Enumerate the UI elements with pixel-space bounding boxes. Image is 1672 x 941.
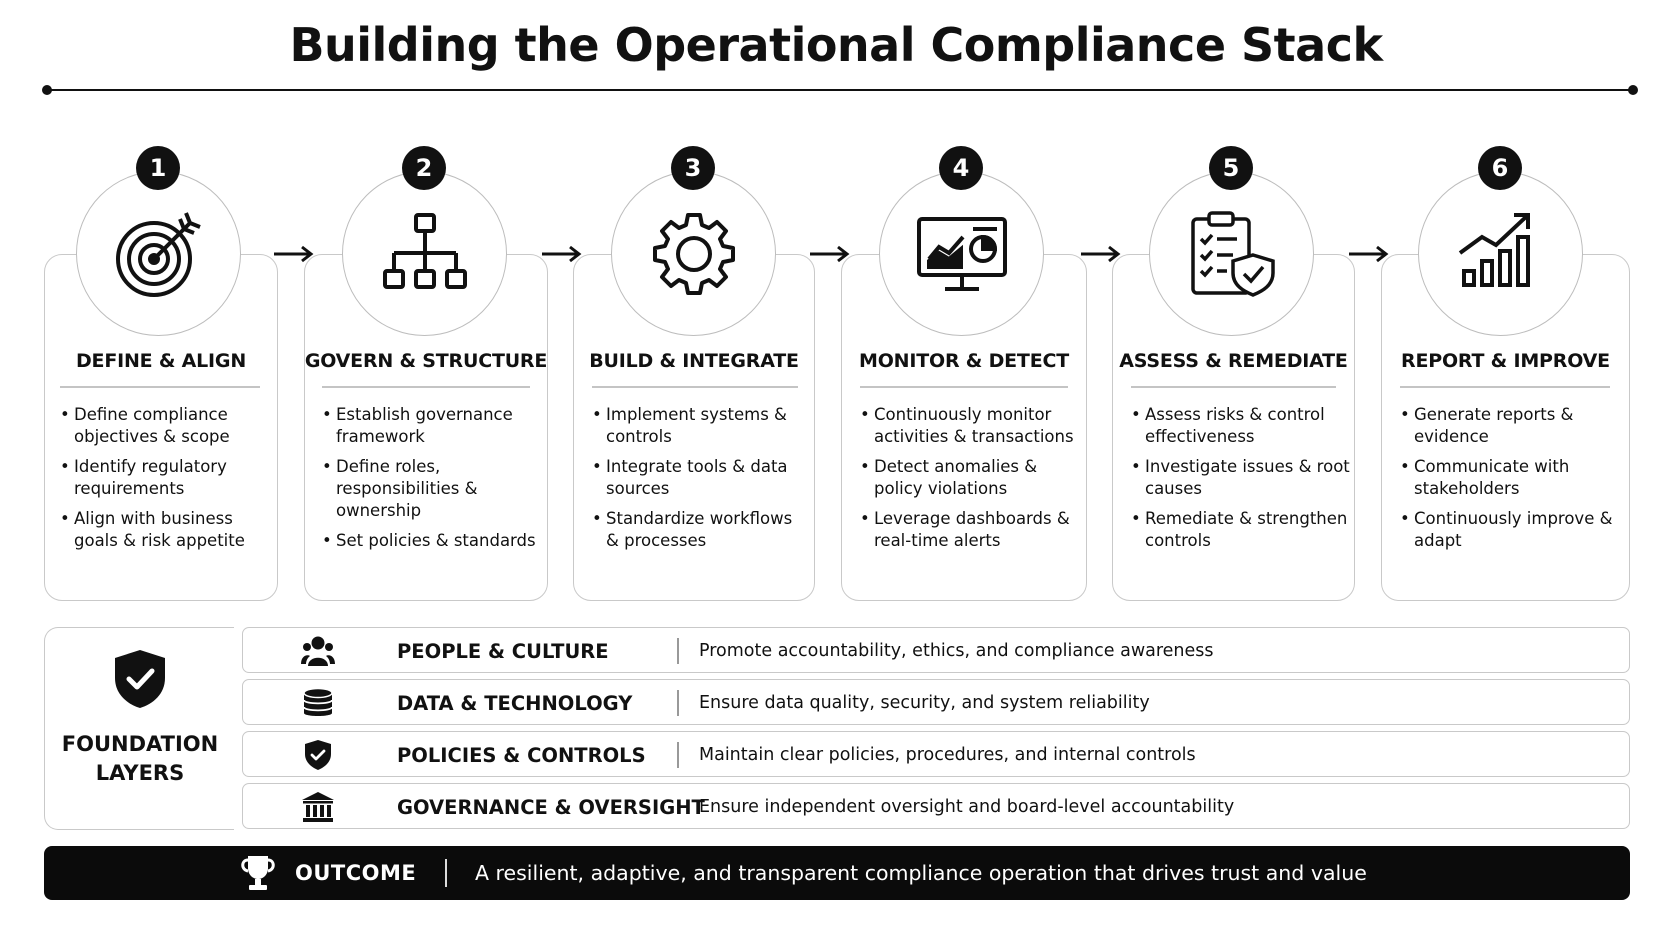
step-bullets (60, 404, 270, 560)
layer-policies-controls (242, 731, 1630, 777)
bullet-item: • Assess risks & control effectiveness (1131, 404, 1353, 448)
layer-people-culture (242, 627, 1630, 673)
layer-name: DATA & TECHNOLOGY (397, 692, 633, 715)
bullet-item: • Investigate issues & root causes (1131, 456, 1353, 500)
page-title: Building the Operational Compliance Stack (289, 18, 1383, 72)
bullet-item: • Detect anomalies & policy violations (860, 456, 1082, 500)
step-number-badge: 6 (1478, 146, 1522, 190)
layer-description: Ensure data quality, security, and system reliability (699, 693, 1150, 713)
layer-data-technology (242, 679, 1630, 725)
arrow-right-icon (1079, 245, 1123, 263)
bullet-item: • Continuously monitor activities & transactions (860, 404, 1082, 448)
bullet-item: • Generate reports & evidence (1400, 404, 1622, 448)
shield-check-icon (113, 648, 167, 710)
bullet-item: • Continuously improve & adapt (1400, 508, 1622, 552)
bullet-item: • Standardize workflows & processes (592, 508, 810, 552)
people-icon (301, 635, 335, 667)
bullet-item: • Integrate tools & data sources (592, 456, 810, 500)
layer-divider (677, 690, 679, 716)
rule-dot-left (42, 85, 52, 95)
step-title: GOVERN & STRUCTURE (304, 350, 548, 372)
arrow-right-icon (272, 245, 316, 263)
step-divider (1400, 386, 1610, 388)
step-bullets (860, 404, 1082, 560)
bullet-item: • Align with business goals & risk appetite (60, 508, 270, 552)
step-number-badge: 4 (939, 146, 983, 190)
foundation-layers-panel (44, 627, 234, 830)
step-number-badge: 1 (136, 146, 180, 190)
bullet-item: • Define compliance objectives & scope (60, 404, 270, 448)
title-rule (47, 89, 1633, 91)
bullet-item: • Identify regulatory requirements (60, 456, 270, 500)
step-number-badge: 3 (671, 146, 715, 190)
layer-name: POLICIES & CONTROLS (397, 744, 646, 767)
database-icon (301, 687, 335, 719)
outcome-divider (445, 859, 447, 887)
bullet-item: • Leverage dashboards & real-time alerts (860, 508, 1082, 552)
gear-icon (649, 209, 739, 299)
step-bullets (1400, 404, 1622, 560)
outcome-label: OUTCOME (295, 861, 417, 885)
foundation-label-line2: LAYERS (95, 761, 185, 785)
step-divider (592, 386, 798, 388)
layer-name: GOVERNANCE & OVERSIGHT (397, 796, 705, 819)
outcome-text: A resilient, adaptive, and transparent compliance operation that drives trust and value (475, 861, 1367, 885)
step-icon-circle-1 (76, 171, 241, 336)
step-number-badge: 2 (402, 146, 446, 190)
layer-divider (677, 638, 679, 664)
layer-governance-oversight (242, 783, 1630, 829)
step-number-badge: 5 (1209, 146, 1253, 190)
arrow-right-icon (808, 245, 852, 263)
shield-check-icon (301, 739, 335, 771)
target-icon (114, 209, 204, 299)
outcome-bar (44, 846, 1630, 900)
step-title: REPORT & IMPROVE (1401, 350, 1610, 372)
step-divider (322, 386, 530, 388)
monitor-dashboard-icon (917, 209, 1007, 299)
bullet-item: • Implement systems & controls (592, 404, 810, 448)
arrow-right-icon (540, 245, 584, 263)
layer-description: Ensure independent oversight and board-level accountability (699, 797, 1235, 817)
step-icon-circle-4 (879, 171, 1044, 336)
step-icon-circle-2 (342, 171, 507, 336)
step-bullets (592, 404, 810, 560)
growth-chart-icon (1456, 209, 1546, 299)
layer-name: PEOPLE & CULTURE (397, 640, 609, 663)
step-divider (1131, 386, 1336, 388)
step-icon-circle-5 (1149, 171, 1314, 336)
foundation-label (45, 730, 235, 788)
layer-description: Promote accountability, ethics, and compliance awareness (699, 641, 1214, 661)
step-bullets (322, 404, 540, 560)
checklist-shield-icon (1187, 209, 1277, 299)
step-title: DEFINE & ALIGN (75, 350, 247, 372)
step-divider (60, 386, 260, 388)
step-title: BUILD & INTEGRATE (589, 350, 799, 372)
arrow-right-icon (1347, 245, 1391, 263)
step-title: MONITOR & DETECT (859, 350, 1069, 372)
rule-dot-right (1628, 85, 1638, 95)
step-bullets (1131, 404, 1353, 560)
institution-icon (301, 791, 335, 823)
trophy-icon (238, 854, 278, 892)
bullet-item: • Establish governance framework (322, 404, 540, 448)
foundation-label-line1: FOUNDATION (61, 732, 219, 756)
bullet-item: • Set policies & standards (322, 530, 540, 552)
step-icon-circle-6 (1418, 171, 1583, 336)
bullet-item: • Define roles, responsibilities & ownership (322, 456, 540, 522)
step-divider (860, 386, 1068, 388)
layer-description: Maintain clear policies, procedures, and internal controls (699, 745, 1196, 765)
bullet-item: • Remediate & strengthen controls (1131, 508, 1353, 552)
step-icon-circle-3 (611, 171, 776, 336)
bullet-item: • Communicate with stakeholders (1400, 456, 1622, 500)
org-chart-icon (380, 209, 470, 299)
layer-divider (677, 742, 679, 768)
step-title: ASSESS & REMEDIATE (1119, 350, 1348, 372)
